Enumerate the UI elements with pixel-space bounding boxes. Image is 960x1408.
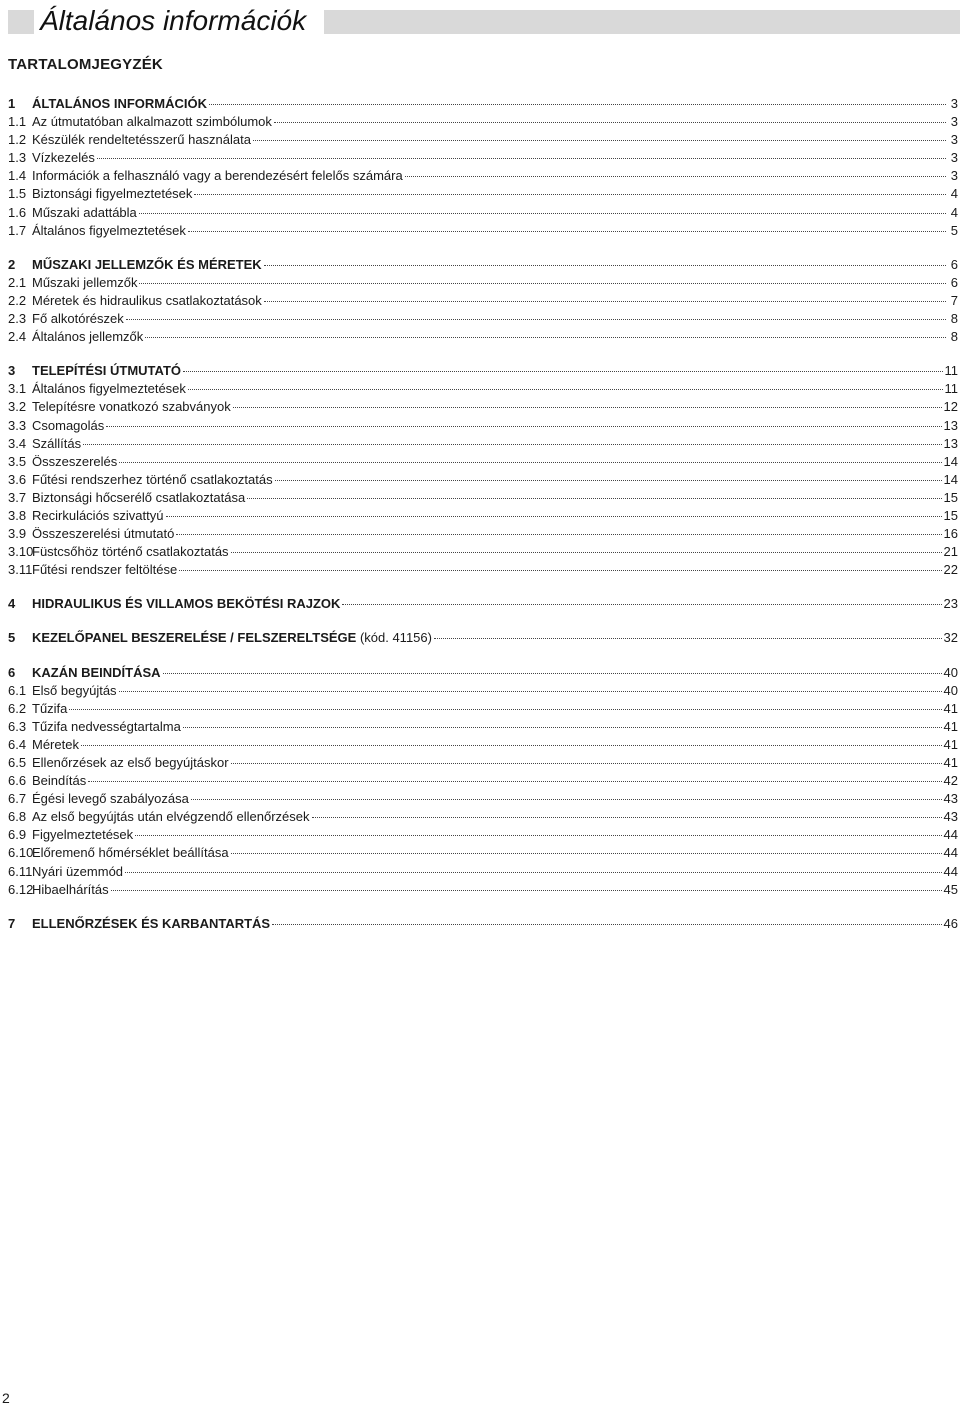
toc-section [8,664,958,899]
toc-title [32,808,310,826]
toc-title-text: Biztonsági hőcserélő csatlakoztatása [32,489,246,505]
toc-number: 1.6 [8,204,27,220]
toc-subsection-entry[interactable] [8,808,958,826]
toc-page-number: 5 [950,222,958,238]
toc-section-entry[interactable] [8,256,958,274]
toc-page-number: 14 [943,471,958,487]
dot-leader [312,817,942,818]
toc-title [32,398,231,416]
toc-subsection-entry[interactable] [8,772,958,790]
toc-section [8,629,958,647]
dot-leader [183,727,942,728]
toc-page-number: 15 [943,489,958,505]
toc-subsection-entry[interactable] [8,471,958,489]
dot-leader [272,924,941,925]
toc-title [32,754,229,772]
toc-title-text: Telepítésre vonatkozó szabványok [32,399,231,415]
toc-number: 3.5 [8,453,27,469]
toc-page-number: 14 [943,453,958,469]
toc-title-text: Fűtési rendszerhez történő csatlakoztatás [32,471,273,487]
toc-title-text: Vízkezelés [32,150,95,166]
dot-leader [264,265,946,266]
dot-leader [97,158,946,159]
dot-leader [135,835,941,836]
toc-section-entry[interactable] [8,95,958,113]
toc-title-text: Fő alkotórészek [32,311,124,327]
toc-number: 6.9 [8,827,27,843]
toc-page-number: 41 [943,736,958,752]
dot-leader [139,213,946,214]
toc-title-text: Hibaelhárítás [32,881,109,897]
toc-number: 3.8 [8,507,27,523]
toc-title [32,595,340,613]
toc-subsection-entry[interactable] [8,881,958,899]
toc-subsection-entry[interactable] [8,204,958,222]
toc-title-text: Biztonsági figyelmeztetések [32,186,193,202]
toc-page-number: 3 [950,96,958,111]
toc-title [32,682,117,700]
toc-title-text: Első begyújtás [32,682,117,698]
toc-title-text: Figyelmeztetések [32,827,134,843]
toc-number: 1.1 [8,114,27,130]
dot-leader [106,426,941,427]
toc-number: 5 [8,630,16,646]
toc-subsection-entry[interactable] [8,754,958,772]
toc-title [32,543,229,561]
toc-title [32,256,262,274]
toc-page-number: 16 [943,526,958,542]
toc-page-number: 44 [943,863,958,879]
toc-title [32,863,123,881]
toc-subsection-entry[interactable] [8,328,958,346]
toc-title-text: Az útmutatóban alkalmazott szimbólumok [32,114,272,130]
toc-subsection-entry[interactable] [8,700,958,718]
toc-title-text: HIDRAULIKUS ÉS VILLAMOS BEKÖTÉSI RAJZOK [32,596,341,612]
toc-title [32,772,86,790]
header-bar-left [8,10,34,34]
toc-title-text: Beindítás [32,773,87,789]
toc-number: 3.1 [8,381,27,397]
toc-title [32,525,174,543]
toc-subsection-entry[interactable] [8,435,958,453]
toc-section-entry[interactable] [8,915,958,933]
toc-subsection-entry[interactable] [8,417,958,435]
toc-number: 3 [8,363,16,379]
toc-title [32,844,229,862]
toc-title-extra: (kód. 41156) [356,630,432,646]
toc-title-text: Méretek [32,736,79,752]
toc-section-entry[interactable] [8,595,958,613]
toc-number: 7 [8,915,16,931]
toc-number: 3.2 [8,399,27,415]
toc-title [32,915,270,933]
toc-number: 6.8 [8,809,27,825]
toc-heading: TARTALOMJEGYZÉK [8,56,163,73]
toc-number: 2.3 [8,311,27,327]
dot-leader [119,462,941,463]
toc-title [32,417,104,435]
toc-page-number: 8 [950,329,958,345]
toc-subsection-entry[interactable] [8,682,958,700]
toc-number: 2.4 [8,329,27,345]
toc-title-text: Nyári üzemmód [32,863,124,879]
toc-title [32,167,403,185]
toc-page-number: 22 [943,562,958,578]
toc-number: 6.7 [8,791,27,807]
dot-leader [274,122,946,123]
toc-title [32,362,181,380]
toc-title-text: TELEPÍTÉSI ÚTMUTATÓ [32,363,182,379]
toc-title [32,204,137,222]
dot-leader [81,745,942,746]
toc-subsection-entry[interactable] [8,489,958,507]
toc-number: 3.6 [8,471,27,487]
dot-leader [145,337,946,338]
toc-number: 3.7 [8,489,27,505]
toc-subsection-entry[interactable] [8,185,958,203]
toc-section [8,362,958,579]
toc-section-entry[interactable] [8,664,958,682]
toc-page-number: 6 [950,256,958,272]
toc-page-number: 6 [950,274,958,290]
dot-leader [247,498,941,499]
toc-title-text: Tűzifa [32,700,68,716]
toc-page-number: 15 [943,507,958,523]
dot-leader [126,319,946,320]
toc-page-number: 13 [943,435,958,451]
dot-leader [125,872,942,873]
toc-title-text: Égési levegő szabályozása [32,791,189,807]
dot-leader [188,231,946,232]
dot-leader [264,301,946,302]
toc-section [8,256,958,346]
toc-number: 6.6 [8,773,27,789]
toc-title [32,131,251,149]
toc-number: 3.10 [8,544,34,560]
toc-page-number: 12 [943,399,958,415]
toc-subsection-entry[interactable] [8,790,958,808]
toc-title [32,718,181,736]
toc-page-number: 45 [943,881,958,897]
toc-page-number: 23 [943,596,958,612]
toc-subsection-entry[interactable] [8,561,958,579]
toc-title-text: Előremenő hőmérséklet beállítása [32,845,229,861]
dot-leader [194,194,946,195]
toc-page-number: 21 [943,544,958,560]
toc-number: 6.1 [8,682,27,698]
toc-title-text: Általános jellemzők [32,329,144,345]
toc-subsection-entry[interactable] [8,113,958,131]
toc-title [32,471,273,489]
toc-subsection-entry[interactable] [8,543,958,561]
dot-leader [183,371,942,372]
toc-title-text: Információk a felhasználó vagy a berendezésért felelős számára [32,168,403,184]
toc-page-number: 42 [943,773,958,789]
toc-title [32,561,177,579]
toc-title [32,274,137,292]
toc-section [8,595,958,613]
toc-number: 6.10 [8,845,34,861]
toc-title-text: ÁLTALÁNOS INFORMÁCIÓK [32,96,207,111]
dot-leader [253,140,946,141]
toc-title-text: MŰSZAKI JELLEMZŐK ÉS MÉRETEK [32,256,262,272]
dot-leader [176,534,941,535]
toc-subsection-entry[interactable] [8,222,958,240]
toc-subsection-entry[interactable] [8,525,958,543]
toc-title [32,310,124,328]
toc-page-number: 11 [944,363,958,379]
toc-page-number: 3 [950,114,958,130]
toc-page-number: 44 [943,827,958,843]
toc-page-number: 41 [943,755,958,770]
toc-page-number: 11 [944,381,958,397]
dot-leader [111,890,942,891]
toc-title-text: Összeszerelés [32,453,118,469]
toc-title [32,95,207,113]
toc-title-text: Méretek és hidraulikus csatlakoztatások [32,292,262,308]
toc-title-text: Általános figyelmeztetések [32,381,186,397]
toc-title [32,881,109,899]
toc-page-number: 40 [943,682,958,698]
toc-subsection-entry[interactable] [8,167,958,185]
toc-title [32,489,245,507]
toc-subsection-entry[interactable] [8,380,958,398]
toc-page-number: 3 [950,150,958,166]
toc-page-number: 13 [943,417,958,433]
dot-leader [231,853,942,854]
toc-number: 1.4 [8,168,27,184]
toc-number: 3.4 [8,435,27,451]
toc-number: 1.2 [8,132,27,148]
toc-title [32,185,192,203]
toc-title-text: KAZÁN BEINDÍTÁSA [32,664,161,680]
toc-number: 3.9 [8,526,27,542]
toc-title [32,113,272,131]
dot-leader [342,604,941,605]
page-title: Általános információk [40,5,307,36]
toc-title [32,435,81,453]
toc-number: 3.3 [8,417,27,433]
toc-page-number: 43 [943,791,958,807]
toc-page-number: 4 [950,186,958,202]
toc-page-number: 3 [950,168,958,184]
toc-number: 1.5 [8,186,27,202]
toc-page-number: 7 [950,292,958,308]
dot-leader [231,763,942,764]
dot-leader [434,638,942,639]
dot-leader [179,570,941,571]
toc-subsection-entry[interactable] [8,131,958,149]
toc-number: 6.12 [8,881,34,897]
toc-subsection-entry[interactable] [8,736,958,754]
toc-title-text: ELLENŐRZÉSEK ÉS KARBANTARTÁS [32,915,271,931]
toc-number: 6.3 [8,718,27,734]
toc-title-text: Az első begyújtás után elvégzendő ellenőrzések [32,809,310,825]
toc-subsection-entry[interactable] [8,844,958,862]
toc-subsection-entry[interactable] [8,398,958,416]
toc-page-number: 43 [943,809,958,825]
toc-number: 3.11 [8,562,33,578]
dot-leader [163,673,942,674]
toc-subsection-entry[interactable] [8,292,958,310]
toc-page-number: 40 [943,664,958,680]
dot-leader [191,799,942,800]
toc-title [32,664,161,682]
dot-leader [231,552,942,553]
toc-title [32,149,95,167]
toc-title [32,453,117,471]
dot-leader [188,389,943,390]
toc-title-text: Összeszerelési útmutató [32,526,175,542]
toc-title [32,328,143,346]
toc-title [32,292,262,310]
toc-title [32,736,79,754]
dot-leader [209,104,946,105]
dot-leader [405,176,946,177]
toc-subsection-entry[interactable] [8,149,958,167]
toc-page-number: 41 [943,718,958,734]
toc-page-number: 46 [943,915,958,931]
toc-number: 1.7 [8,222,27,238]
toc-number: 6.2 [8,700,27,716]
toc-title [32,629,432,647]
toc-subsection-entry[interactable] [8,863,958,881]
toc-number: 6.11 [8,863,33,879]
toc-title-text: Tűzifa nedvességtartalma [32,718,181,734]
toc-page-number: 4 [950,204,958,220]
toc-title-text: Szállítás [32,435,82,451]
toc-number: 1 [8,96,16,111]
toc-title [32,826,133,844]
toc-number: 2.2 [8,292,27,308]
toc-title-text: Műszaki jellemzők [32,274,138,290]
footer-page-number: 2 [2,1390,10,1406]
dot-leader [139,283,946,284]
toc-section [8,95,958,240]
toc-subsection-entry[interactable] [8,453,958,471]
dot-leader [119,691,942,692]
toc-title-text: Füstcsőhöz történő csatlakoztatás [32,544,229,560]
toc-title [32,222,186,240]
dot-leader [275,480,942,481]
toc-section-entry[interactable] [8,629,958,647]
toc-title-text: KEZELŐPANEL BESZERELÉSE / FELSZERELTSÉGE [32,630,357,646]
toc-title [32,790,189,808]
toc-page-number: 8 [950,311,958,327]
toc-number: 2 [8,256,16,272]
dot-leader [166,516,942,517]
toc-title [32,700,67,718]
dot-leader [69,709,941,710]
toc-subsection-entry[interactable] [8,826,958,844]
toc-title-text: Általános figyelmeztetések [32,222,186,238]
toc-title-text: Készülék rendeltetésszerű használata [32,132,251,148]
toc-section [8,915,958,933]
toc-page-number: 44 [943,845,958,861]
toc-title-text: Műszaki adattábla [32,204,137,220]
header-bar-right [324,10,960,34]
toc-number: 1.3 [8,150,27,166]
toc-title-text: Recirkulációs szivattyú [32,507,164,523]
toc-title-text: Fűtési rendszer feltöltése [32,562,178,578]
toc-number: 2.1 [8,274,27,290]
toc-subsection-entry[interactable] [8,718,958,736]
table-of-contents [8,95,958,949]
toc-number: 4 [8,596,16,612]
toc-title [32,507,164,525]
toc-number: 6.4 [8,736,27,752]
toc-title-text: Csomagolás [32,417,105,433]
toc-page-number: 41 [943,700,958,716]
toc-number: 6.5 [8,755,27,770]
toc-section-entry[interactable] [8,362,958,380]
toc-title-text: Ellenőrzések az első begyújtáskor [32,755,229,770]
dot-leader [233,407,942,408]
toc-page-number: 32 [943,630,958,646]
dot-leader [88,781,941,782]
toc-number: 6 [8,664,16,680]
toc-subsection-entry[interactable] [8,310,958,328]
toc-subsection-entry[interactable] [8,274,958,292]
toc-subsection-entry[interactable] [8,507,958,525]
toc-page-number: 3 [950,132,958,148]
dot-leader [83,444,941,445]
page-header [0,5,960,36]
toc-title [32,380,186,398]
